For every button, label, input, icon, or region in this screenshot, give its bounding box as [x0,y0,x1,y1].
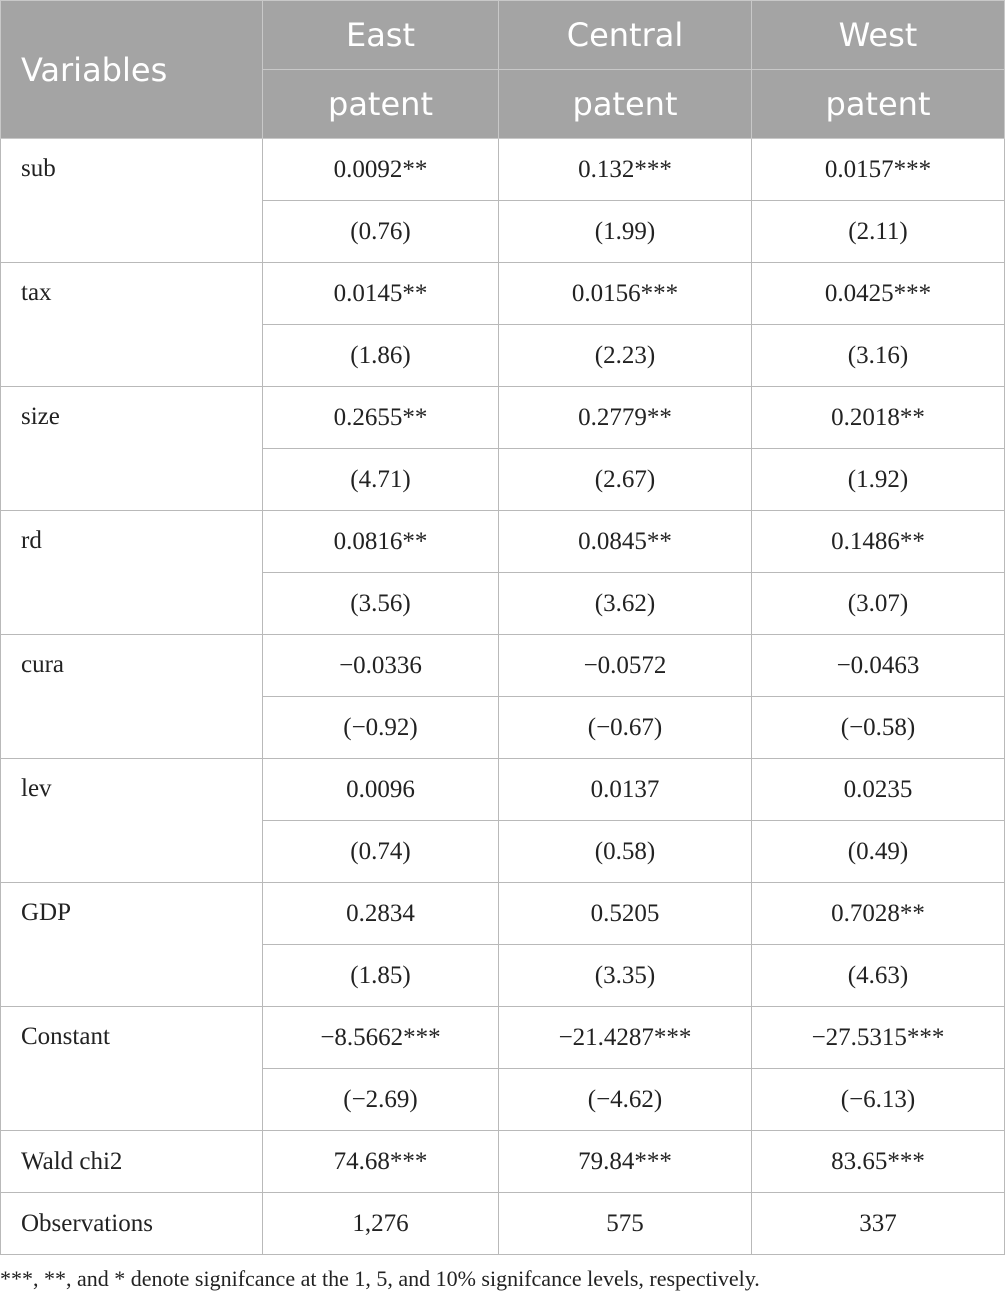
row-label-cura: cura [1,635,263,759]
cell-obs-east: 1,276 [263,1193,499,1255]
cell-cura-west-t: (−0.58) [752,697,1005,759]
table-header [1,1,1005,139]
row-label-observations: Observations [1,1193,263,1255]
table-row-constant-coef [1,1007,1005,1069]
table-row-wald-chi2 [1,1131,1005,1193]
cell-cura-central-t: (−0.67) [499,697,752,759]
cell-tax-central-t: (2.23) [499,325,752,387]
cell-rd-east-coef: 0.0816** [263,511,499,573]
cell-lev-east-t: (0.74) [263,821,499,883]
cell-constant-west-coef: −27.5315*** [752,1007,1005,1069]
cell-lev-west-coef: 0.0235 [752,759,1005,821]
cell-constant-central-coef: −21.4287*** [499,1007,752,1069]
cell-gdp-west-coef: 0.7028** [752,883,1005,945]
header-central: Central [499,1,752,70]
table-row-tax-coef [1,263,1005,325]
cell-cura-west-coef: −0.0463 [752,635,1005,697]
cell-constant-west-t: (−6.13) [752,1069,1005,1131]
cell-size-east-coef: 0.2655** [263,387,499,449]
cell-gdp-west-t: (4.63) [752,945,1005,1007]
cell-sub-east-t: (0.76) [263,201,499,263]
cell-obs-west: 337 [752,1193,1005,1255]
cell-gdp-central-coef: 0.5205 [499,883,752,945]
row-label-lev: lev [1,759,263,883]
row-label-gdp: GDP [1,883,263,1007]
cell-constant-east-coef: −8.5662*** [263,1007,499,1069]
cell-gdp-east-coef: 0.2834 [263,883,499,945]
table-row-gdp-coef [1,883,1005,945]
cell-rd-west-coef: 0.1486** [752,511,1005,573]
cell-lev-east-coef: 0.0096 [263,759,499,821]
row-label-size: size [1,387,263,511]
table-footnote: ***, **, and * denote signifcance at the 1, 5, and 10% signifcance levels, respectively. [0,1266,760,1291]
table-row-lev-coef [1,759,1005,821]
header-east-patent: patent [263,70,499,139]
cell-lev-west-t: (0.49) [752,821,1005,883]
cell-cura-central-coef: −0.0572 [499,635,752,697]
table-row-rd-coef [1,511,1005,573]
cell-rd-west-t: (3.07) [752,573,1005,635]
row-label-constant: Constant [1,1007,263,1131]
cell-wald-central: 79.84*** [499,1131,752,1193]
table-row-sub-coef [1,139,1005,201]
cell-constant-central-t: (−4.62) [499,1069,752,1131]
row-label-tax: tax [1,263,263,387]
table-body [1,139,1005,1255]
cell-tax-east-t: (1.86) [263,325,499,387]
cell-rd-central-t: (3.62) [499,573,752,635]
row-label-rd: rd [1,511,263,635]
cell-size-east-t: (4.71) [263,449,499,511]
header-row-regions [1,1,1005,70]
cell-wald-east: 74.68*** [263,1131,499,1193]
cell-size-central-t: (2.67) [499,449,752,511]
cell-sub-central-t: (1.99) [499,201,752,263]
cell-tax-central-coef: 0.0156*** [499,263,752,325]
cell-tax-east-coef: 0.0145** [263,263,499,325]
table-row-cura-coef [1,635,1005,697]
header-west-patent: patent [752,70,1005,139]
row-label-sub: sub [1,139,263,263]
cell-lev-central-coef: 0.0137 [499,759,752,821]
header-central-patent: patent [499,70,752,139]
cell-sub-east-coef: 0.0092** [263,139,499,201]
table-row-observations [1,1193,1005,1255]
header-variables: Variables [1,1,263,139]
cell-cura-east-coef: −0.0336 [263,635,499,697]
cell-lev-central-t: (0.58) [499,821,752,883]
row-label-wald-chi2: Wald chi2 [1,1131,263,1193]
cell-size-west-t: (1.92) [752,449,1005,511]
cell-obs-central: 575 [499,1193,752,1255]
cell-sub-west-t: (2.11) [752,201,1005,263]
cell-tax-west-coef: 0.0425*** [752,263,1005,325]
cell-sub-central-coef: 0.132*** [499,139,752,201]
cell-rd-east-t: (3.56) [263,573,499,635]
header-east: East [263,1,499,70]
cell-sub-west-coef: 0.0157*** [752,139,1005,201]
cell-gdp-central-t: (3.35) [499,945,752,1007]
cell-size-central-coef: 0.2779** [499,387,752,449]
table-row-size-coef [1,387,1005,449]
cell-size-west-coef: 0.2018** [752,387,1005,449]
header-west: West [752,1,1005,70]
cell-gdp-east-t: (1.85) [263,945,499,1007]
cell-cura-east-t: (−0.92) [263,697,499,759]
cell-wald-west: 83.65*** [752,1131,1005,1193]
cell-constant-east-t: (−2.69) [263,1069,499,1131]
cell-rd-central-coef: 0.0845** [499,511,752,573]
cell-tax-west-t: (3.16) [752,325,1005,387]
